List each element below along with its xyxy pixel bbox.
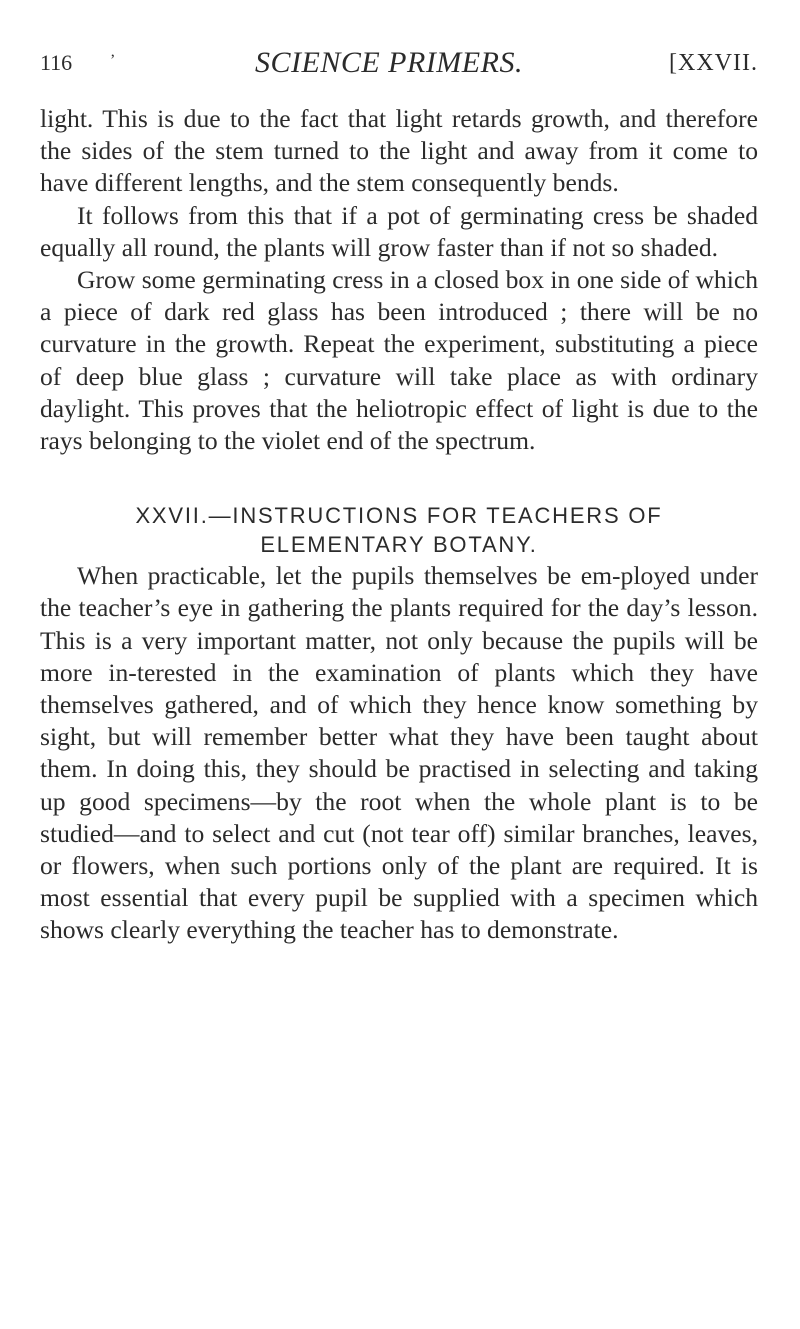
running-head <box>40 46 758 90</box>
section-heading-line-2: ELEMENTARY BOTANY. <box>260 532 538 558</box>
paragraph-instructions: When practicable, let the pupils themselves be em-ployed under the teacher’s eye in gathering the plants required for the day’s lesson. This is a very important matter, not only because the pupils will be more in-terested in the examination of plants which they have themselves gathered, and of which they hence know something by sight, but will remember better what they have been taught about them. In doing this, they should be practised in selecting and taking up good specimens—by the root when the whole plant is to be studied—and to select and cut (not tear off) similar branches, leaves, or flowers, when such portions only of the plant are required. It is most essential that every pupil be supplied with a specimen which shows clearly everything the teacher has to demonstrate. <box>40 561 758 945</box>
paragraph-experiment: Grow some germinating cress in a closed box in one side of which a piece of dark red glass has been introduced ; there will be no curvature in the growth. Repeat the experiment, substituting a piece of deep blue glass ; curvature will take place as with ordinary daylight. This proves that the heliotropic effect of light is due to the rays belonging to the violet end of the spectrum. <box>40 265 758 456</box>
section-heading-line-1: XXVII.—INSTRUCTIONS FOR TEACHERS OF <box>135 503 663 529</box>
section-heading <box>40 501 758 559</box>
paragraph-shading: It follows from this that if a pot of germinating cress be shaded equally all round, the plants will grow faster than if not so shaded. <box>40 200 758 262</box>
chapter-mark: [XXVII. <box>669 50 758 76</box>
body-text <box>40 103 758 947</box>
paragraph-continuation: light. This is due to the fact that light retards growth, and therefore the sides of the stem turned to the light and away from it come to have different lengths, and the stem consequently bends. <box>40 104 758 198</box>
printer-mark: ʼ <box>110 52 116 69</box>
page-number: 116 <box>40 50 73 75</box>
running-title: SCIENCE PRIMERS. <box>255 46 523 79</box>
